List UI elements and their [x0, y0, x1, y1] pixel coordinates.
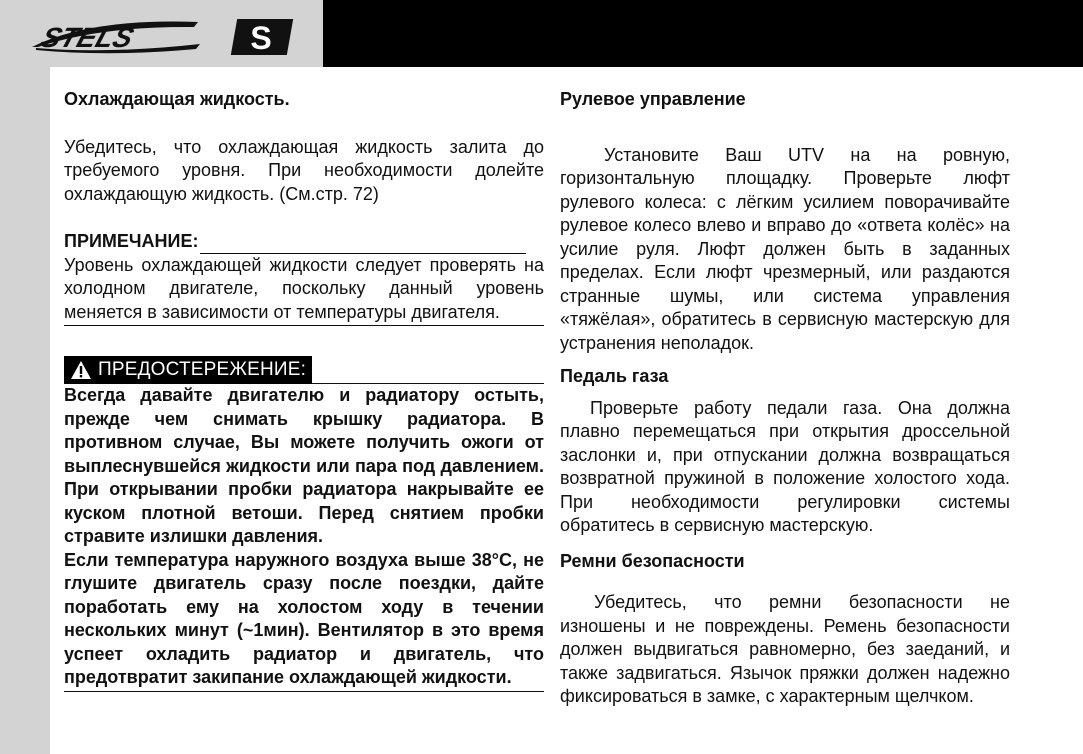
note-label: ПРИМЕЧАНИЕ: [64, 231, 199, 251]
stels-wordmark-icon [32, 22, 200, 54]
warning-paragraph-2: Если температура наружного воздуха выше 38°С, не глушите двигатель сразу после поездки, дайте поработать ему на холостом ходу в течении нескольких минут (~1мин). Вентилятор в это время успеет охладить радиатор и двигатель, что предотвратит закипание охлаждающей жидкости. [64, 549, 544, 687]
svg-text:STELS: STELS [37, 22, 138, 54]
note-underline [200, 235, 526, 254]
warning-body [64, 384, 544, 692]
left-column [64, 88, 544, 692]
stels-s-badge-icon [232, 20, 292, 56]
warning-triangle-icon [70, 360, 92, 380]
note-paragraph: Уровень охлаждающей жидкости следует проверять на холодном двигателе, поскольку данный уровень меняется в зависимости от температуры двигателя. [64, 254, 544, 327]
seat-belts-heading: Ремни безопасности [560, 550, 745, 571]
side-gray-strip [0, 67, 50, 754]
stels-logo [30, 14, 300, 58]
gas-pedal-heading: Педаль газа [560, 366, 669, 386]
warning-header [64, 356, 544, 384]
header-black-bar [323, 0, 1083, 67]
coolant-paragraph: Убедитесь, что охлаждающая жидкость залита до требуемого уровня. При необходимости долейте охлаждающую жидкость. (См.стр. 72) [64, 136, 544, 204]
warning-badge [64, 356, 312, 384]
seat-belts-paragraph: Убедитесь, что ремни безопасности не изношены и не повреждены. Ремень безопасности должен выдвигаться равномерно, без заеданий, и также задвигаться. Язычок пряжки должен надежно фиксироваться в замке, с характерным щелчком. [560, 592, 1010, 706]
right-column [560, 88, 1010, 709]
gas-pedal-paragraph: Проверьте работу педали газа. Она должна плавно перемещаться при открытия дроссельной заслонки и, при отпускании должна возвращаться возвратной пружиной в положение холостого хода. При необходимости регулировки системы обратитесь в сервисную мастерскую. [560, 397, 1010, 535]
steering-paragraph: Установите Ваш UTV на на ровную, горизонтальную площадку. Проверьте люфт рулевого колеса: с лёгким усилием поворачивайте рулевое колесо влево и вправо до «ответа колёс» на усилие руля. Люфт должен быть в заданных пределах. Если люфт чрезмерный, или раздаются странные шумы, или система управления «тяжёлая», обратитесь в сервисную мастерскую для устранения неполадок. [560, 144, 1010, 353]
warning-paragraph-1: Всегда давайте двигателю и радиатору остыть, прежде чем снимать крышку радиатора. В противном случае, Вы можете получить ожоги от выплеснувшейся жидкости или пара под давлением. При открывании пробки радиатора накрывайте ее куском плотной ветоши. Перед снятием пробки стравите излишки давления. [64, 385, 544, 546]
warning-label: ПРЕДОСТЕРЕЖЕНИЕ: [98, 359, 307, 381]
svg-text:S: S [250, 20, 272, 56]
warning-underline [312, 359, 544, 384]
steering-heading: Рулевое управление [560, 89, 746, 109]
coolant-heading: Охлаждающая жидкость. [64, 89, 290, 109]
note-header [64, 230, 544, 254]
